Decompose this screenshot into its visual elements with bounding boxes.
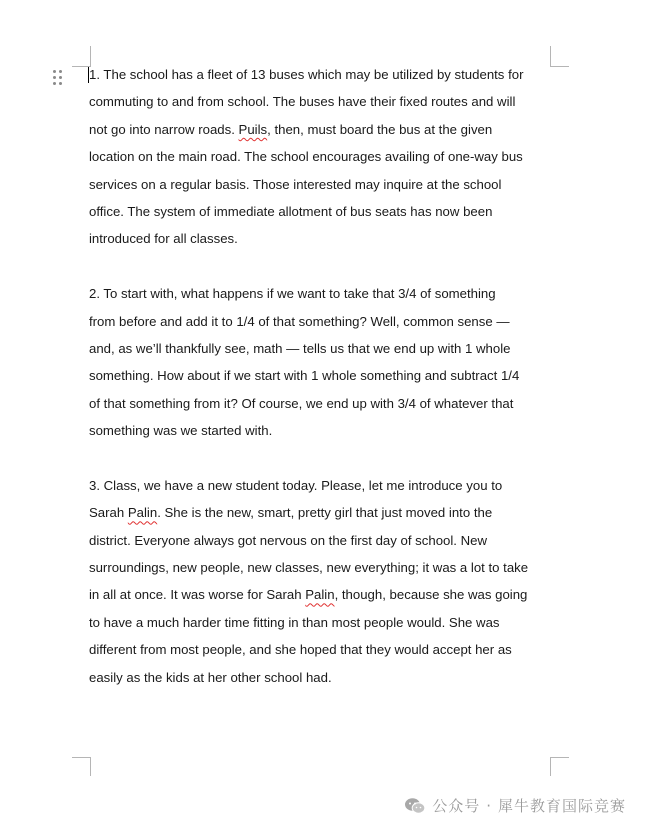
text-line: surroundings, new people, new classes, new everything; it was a lot to take	[89, 560, 529, 576]
watermark	[404, 795, 626, 816]
text-line	[89, 581, 559, 608]
text-line: commuting to and from school. The buses have their fixed routes and will	[89, 94, 516, 110]
text-segment: , then, must board the bus at the given	[267, 121, 493, 137]
text-line: introduced for all classes.	[89, 231, 238, 247]
wechat-icon	[404, 797, 426, 815]
misspelled-word[interactable]: Palin	[305, 587, 335, 603]
text-segment: , though, because she was going	[334, 587, 528, 603]
text-segment: Sarah	[89, 505, 128, 521]
corner-mark-bottom-right	[550, 757, 569, 776]
text-line: different from most people, and she hoped that they would accept her as	[89, 642, 512, 658]
text-line: easily as the kids at her other school had.	[89, 669, 332, 685]
text-line: location on the main road. The school encourages availing of one-way bus	[89, 149, 523, 165]
text-line: services on a regular basis. Those interested may inquire at the school	[89, 176, 502, 192]
watermark-account: 公众号	[432, 797, 481, 815]
text-line	[89, 499, 559, 526]
text-line: district. Everyone always got nervous on the first day of school. New	[89, 532, 488, 548]
corner-mark-bottom-left	[72, 757, 91, 776]
drag-handle-icon[interactable]	[53, 70, 63, 86]
text-line: and, as we’ll thankfully see, math — tells us that we end up with 1 whole	[89, 340, 511, 356]
paragraph-3	[89, 472, 559, 691]
text-segment: . She is the new, smart, pretty girl that just moved into the	[157, 505, 493, 521]
text-line: something. How about if we start with 1 whole something and subtract 1/4	[89, 368, 520, 384]
text-line: to have a much harder time fitting in than most people would. She was	[89, 614, 500, 630]
text-line: 2. To start with, what happens if we want to take that 3/4 of something	[89, 286, 496, 302]
text-segment: in all at once. It was worse for Sarah	[89, 587, 306, 603]
paragraph-1	[89, 61, 559, 253]
text-line: 1. The school has a fleet of 13 buses which may be utilized by students for	[89, 67, 524, 82]
text-line: from before and add it to 1/4 of that something? Well, common sense —	[89, 313, 510, 329]
text-line	[89, 116, 559, 143]
text-line: 3. Class, we have a new student today. Please, let me introduce you to	[89, 477, 503, 493]
text-line: office. The system of immediate allotment of bus seats has now been	[89, 203, 493, 219]
text-line: of that something from it? Of course, we end up with 3/4 of whatever that	[89, 395, 514, 411]
misspelled-word[interactable]: Puils	[238, 121, 268, 137]
watermark-separator: ·	[486, 796, 492, 815]
paragraph-2	[89, 280, 559, 444]
watermark-name: 犀牛教育国际竞赛	[497, 797, 626, 815]
misspelled-word[interactable]: Palin	[127, 505, 158, 521]
document-body[interactable]	[89, 61, 559, 691]
text-segment: not go into narrow roads.	[89, 121, 239, 137]
text-line: something was we started with.	[89, 423, 273, 439]
